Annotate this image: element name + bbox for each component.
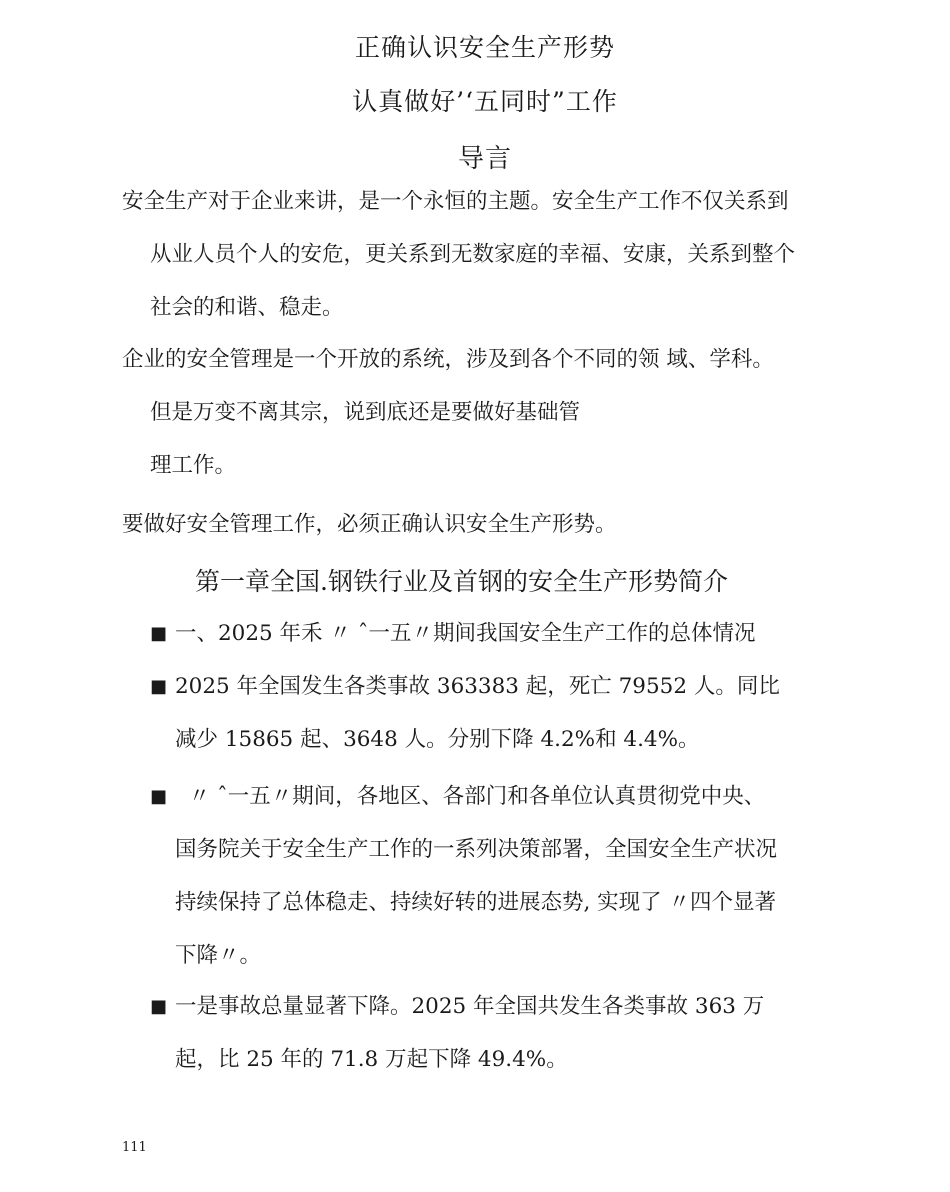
chapter-heading: 第一章全国.钢铁行业及首钢的安全生产形势简介 [195,567,728,596]
bullet-item [150,980,850,1086]
bullet-line: 〃 ˆ一五〃期间，各地区、各部门和各单位认真贯彻党中央、 [175,784,766,809]
paragraph-intro-1 [122,175,862,334]
paragraph-intro-3 [122,498,862,551]
paragraph-line: 社会的和谐、稳走。 [150,295,344,320]
bullet-square-icon: ■ [150,786,168,807]
paragraph-line: 但是万变不离其宗，说到底还是要做好基础管 [150,400,581,425]
bullet-line: 减少 15865 起、3648 人。分别下降 4.2%和 4.4%。 [175,727,700,752]
paragraph-line: 安全生产对于企业来讲，是一个永恒的主题。安全生产工作不仅关系到 [122,189,789,214]
bullet-square-icon: ■ [150,676,168,697]
bullet-square-icon: ■ [150,996,168,1017]
bullet-line: 国务院关于安全生产工作的一系列决策部署，全国安全生产状况 [175,837,778,862]
bullet-line: 2025 年全国发生各类事故 363383 起，死亡 79552 人。同比 [175,674,780,699]
paragraph-line: 企业的安全管理是一个开放的系统，涉及到各个不同的领 域、学科。 [122,347,774,372]
paragraph-line: 理工作。 [150,453,237,478]
bullet-item [150,660,850,766]
paragraph-line: 从业人员个人的安危，更关系到无数家庭的幸福、安康，关系到整个 [150,242,796,267]
document-title: 正确认识安全生产形势 [354,33,615,62]
section-heading-intro: 导言 [457,144,512,174]
bullet-line: 持续保持了总体稳走、持续好转的进展态势, 实现了 〃四个显著 [175,890,777,915]
paragraph-line: 要做好安全管理工作，必须正确认识安全生产形势。 [122,512,617,537]
page-number: 111 [122,1140,147,1155]
document-subtitle: 认真做好’‘五同时”工作 [352,87,618,116]
paragraph-intro-2 [122,333,862,492]
bullet-square-icon: ■ [150,623,168,644]
bullet-line: 下降〃。 [175,943,262,968]
bullet-line: 一是事故总量显著下降。2025 年全国共发生各类事故 363 万 [175,994,765,1019]
bullet-line: 起，比 25 年的 71.8 万起下降 49.4%。 [175,1047,568,1072]
bullet-item [150,770,850,982]
bullet-line: 一、2025 年禾 〃 ˆ一五〃期间我国安全生产工作的总体情况 [175,621,756,646]
bullet-item [150,607,850,660]
